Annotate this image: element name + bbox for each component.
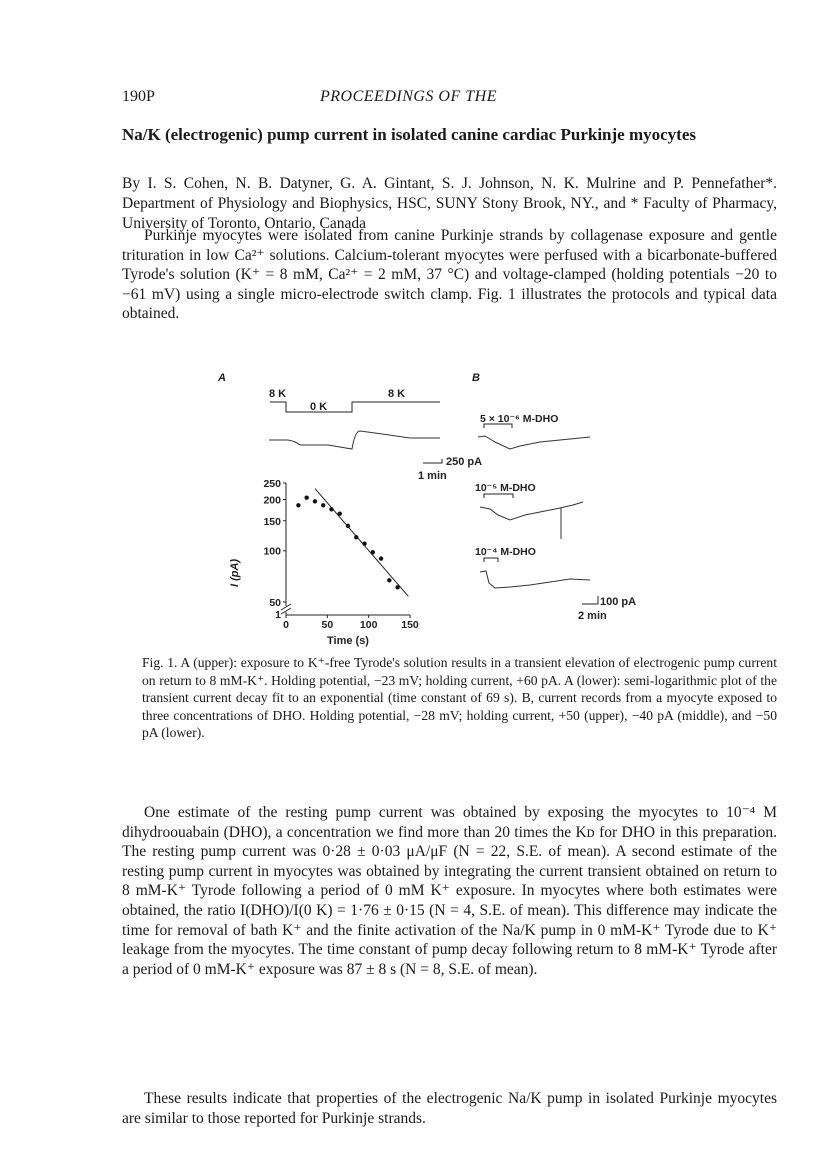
fit-line (315, 489, 408, 597)
protocol-trace (270, 402, 440, 412)
y-tick-label: 100 (263, 545, 281, 558)
dho-trace-3 (480, 571, 590, 588)
running-header: PROCEEDINGS OF THE (320, 88, 497, 105)
y-tick-label: 50 (269, 597, 281, 609)
axes (286, 483, 410, 615)
figure-1 (210, 365, 637, 647)
paragraph-intro: Purkinje myocytes were isolated from canine Purkinje strands by collagenase exposure and gentle trituration in low Ca²⁺ solutions. Calcium-tolerant myocytes were perfused with a bicarbonate-buffered Tyrode's solution (K⁺ = 8 mM, Ca²⁺ = 2 mM, 37 °C) and voltage-clamped (holding potentials −20 to −61 mV) using a single micro-electrode switch clamp. Fig. 1 illustrates the protocols and typical data obtained. (122, 227, 777, 323)
figure-caption: Fig. 1. A (upper): exposure to K⁺-free Tyrode's solution results in a transient elevation of electrogenic pump current on return to 8 mM-K⁺. Holding potential, −23 mV; holding current, +60 pA. A (lower): semi-logarithmic plot of the transient current decay fit to an exponential (time constant of 69 s). B, current records from a myocyte exposed to three concentrations of DHO. Holding potential, −28 mV; holding current, +50 (upper), −40 pA (middle), and −50 pA (lower). (142, 655, 777, 741)
data-point (354, 535, 358, 539)
authors: By I. S. Cohen, N. B. Datyner, G. A. Gintant, S. J. Johnson, N. K. Mulrine and P. Pennefather*. Department of Physiology and Biophysics, HSC, SUNY Stony Brook, NY., and * Faculty of Pharmacy, University of Toronto, Ontario, Canada (122, 175, 777, 232)
data-point (362, 542, 366, 546)
data-point (296, 503, 300, 507)
scale-bar-b (582, 596, 598, 604)
x-tick-label: 150 (401, 619, 419, 631)
scale-a-time: 1 min (418, 470, 447, 482)
paragraph-results: One estimate of the resting pump current was obtained by exposing the myocytes to 10⁻⁴ M dihydroouabain (DHO), a concentration we find more than 20 times the Kᴅ for DHO in this preparation. The resting pump current was 0·28 ± 0·03 μA/μF (N = 22, S.E. of mean). A second estimate of the resting pump current in myocytes was obtained by integrating the current transient obtained on return to 8 mM-K⁺ Tyrode following a period of 0 mM K⁺ exposure. In myocytes where both estimates were obtained, the ratio I(DHO)/I(0 K) = 1·76 ± 0·15 (N = 4, S.E. of mean). This difference may indicate the time for removal of bath K⁺ and the finite activation of the Na/K pump in 0 mM-K⁺ Tyrode due to K⁺ leakage from the myocytes. The time constant of pump decay following return to 8 mM-K⁺ Tyrode after a period of 0 mM-K⁺ exposure was 87 ± 8 s (N = 8, S.E. of mean). (122, 804, 777, 978)
data-point (313, 499, 317, 503)
dho-trace-2 (480, 502, 583, 539)
scale-b-time: 2 min (578, 610, 607, 622)
x-axis-label: Time (s) (327, 635, 369, 647)
data-point (346, 524, 350, 528)
dho-label-1: 5 × 10⁻⁶ M-DHO (480, 413, 559, 425)
y-tick-label: 200 (263, 494, 281, 507)
protocol-label-0k: 0 K (310, 401, 328, 413)
data-point (371, 550, 375, 554)
scale-b-current: 100 pA (600, 596, 637, 608)
semilog-plot (229, 478, 419, 647)
y-tick-label: 250 (263, 478, 281, 490)
data-point (329, 507, 333, 511)
protocol-label-8k: 8 K (269, 388, 287, 400)
y-break-label: 1 (275, 609, 281, 621)
data-point (338, 512, 342, 516)
dho-label-3: 10⁻⁴ M-DHO (475, 546, 536, 558)
x-tick-label: 0 (283, 619, 289, 631)
x-tick-label: 50 (321, 619, 334, 631)
page-number: 190P (122, 88, 155, 105)
data-point (379, 556, 383, 560)
panel-b-label: B (472, 372, 480, 384)
dho-bar-2 (484, 494, 513, 498)
data-point (387, 578, 391, 582)
x-tick-label: 100 (359, 619, 378, 631)
paragraph-conclusion: These results indicate that properties of the electrogenic Na/K pump in isolated Purkinje myocytes are similar to those reported for Purkinje strands. (122, 1090, 777, 1127)
data-point (304, 495, 308, 499)
dho-bar-3 (484, 558, 498, 562)
scale-a-current: 250 pA (446, 456, 483, 468)
y-axis-label: I (pA) (229, 558, 241, 588)
protocol-label-8k-return: 8 K (388, 388, 406, 400)
scale-bar-a (423, 459, 442, 463)
data-point (395, 585, 399, 589)
dho-label-2: 10⁻⁵ M-DHO (475, 482, 536, 494)
y-tick-label: 150 (263, 515, 281, 528)
dho-trace-1 (478, 436, 590, 449)
article-title: Na/K (electrogenic) pump current in isolated canine cardiac Purkinje myocytes (122, 125, 696, 144)
data-point (321, 503, 325, 507)
current-trace-a (269, 431, 440, 449)
panel-a-label: A (218, 372, 226, 384)
